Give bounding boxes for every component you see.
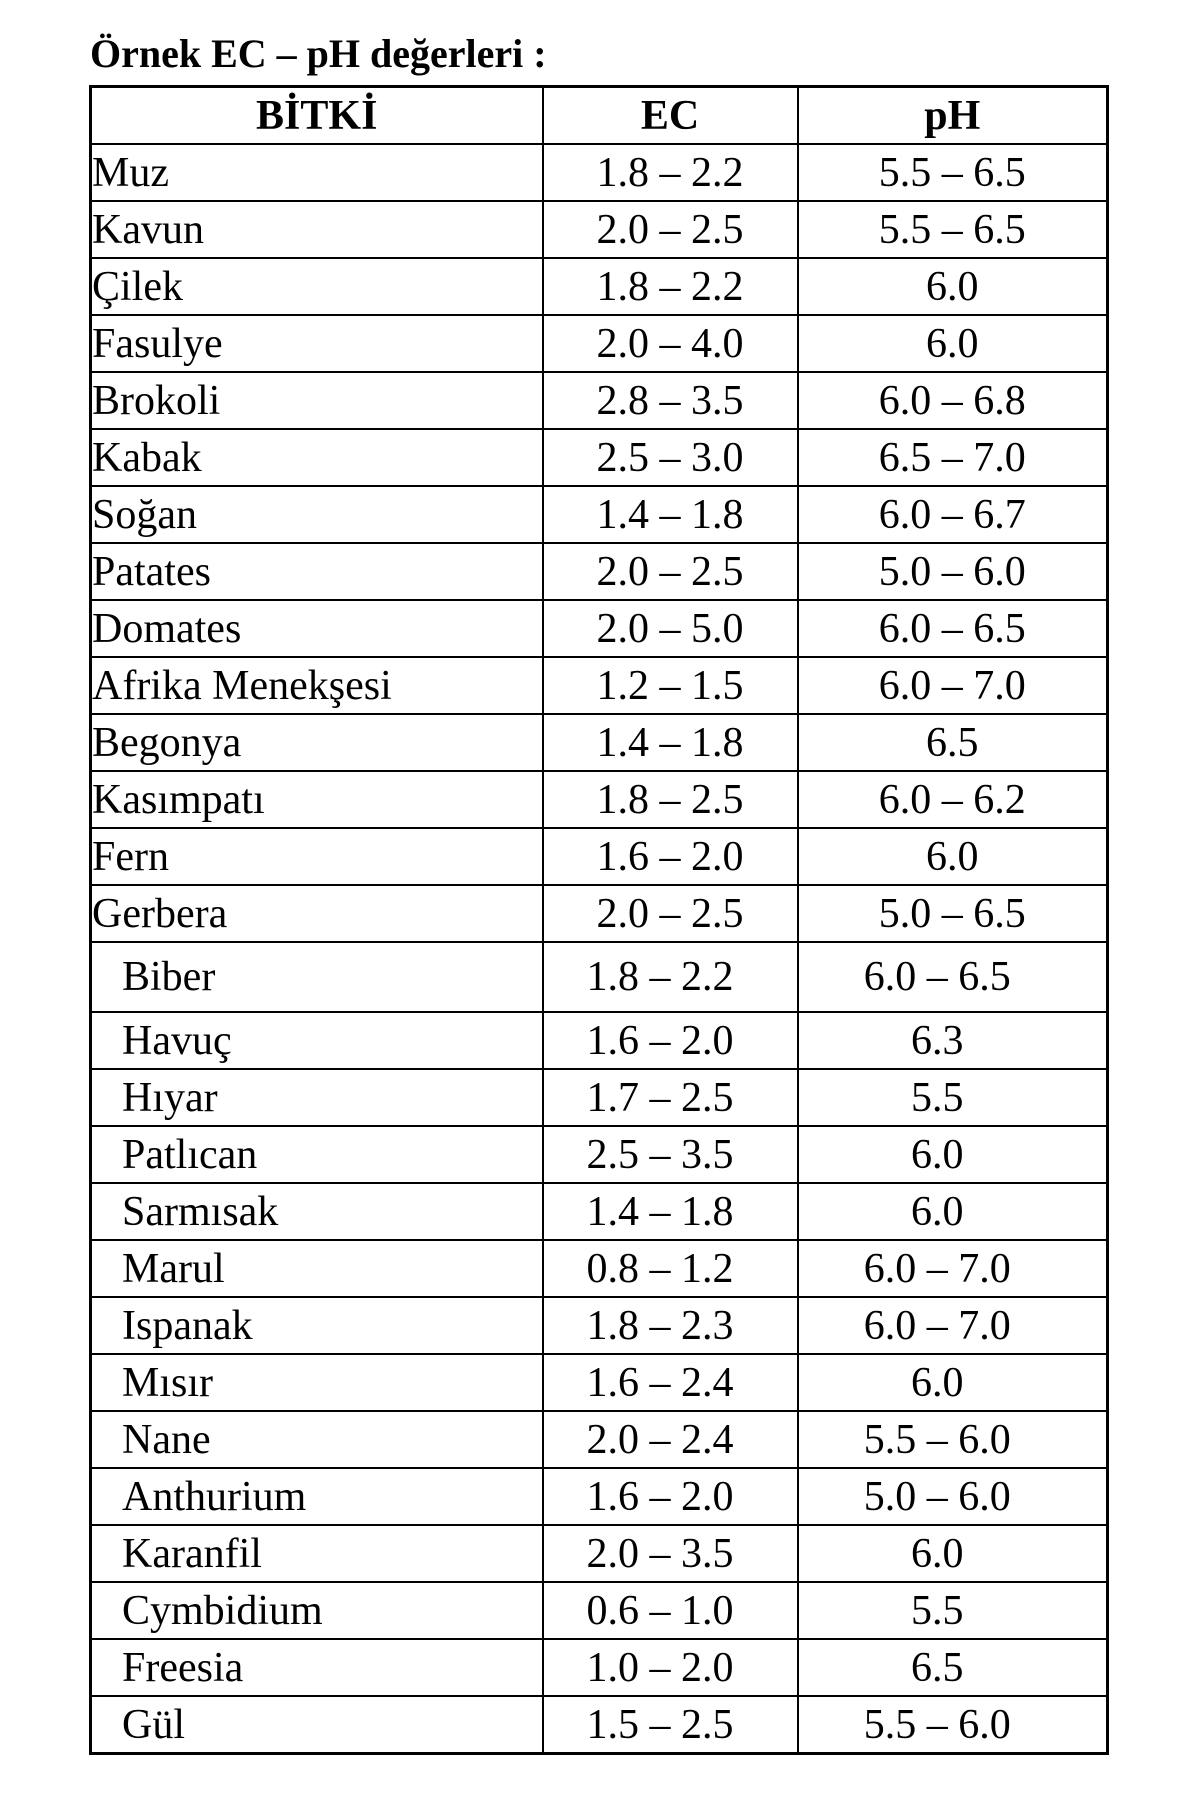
ec-ph-table — [89, 85, 1109, 1755]
ec-value-cell: 1.8 – 2.2 — [543, 942, 798, 1012]
ph-value-cell: 6.0 – 6.2 — [798, 771, 1108, 828]
plant-name-cell: Freesia — [91, 1639, 543, 1696]
ph-value-cell: 5.5 – 6.5 — [798, 201, 1108, 258]
ec-value-cell: 2.0 – 5.0 — [543, 600, 798, 657]
table-row — [91, 1297, 1108, 1354]
ec-value-cell: 1.6 – 2.0 — [543, 828, 798, 885]
plant-name-cell: Soğan — [91, 486, 543, 543]
plant-name-cell: Cymbidium — [91, 1582, 543, 1639]
ph-value-cell: 5.5 — [798, 1582, 1108, 1639]
ph-value-cell: 6.0 — [798, 828, 1108, 885]
table-row — [91, 714, 1108, 771]
table-row — [91, 258, 1108, 315]
ph-value-cell: 6.0 — [798, 315, 1108, 372]
ph-value-cell: 6.0 — [798, 1183, 1108, 1240]
table-body-second-group — [91, 942, 1108, 1754]
ph-value-cell: 6.0 – 6.5 — [798, 942, 1108, 1012]
ec-value-cell: 2.5 – 3.5 — [543, 1126, 798, 1183]
ec-value-cell: 2.0 – 2.5 — [543, 543, 798, 600]
ec-value-cell: 1.0 – 2.0 — [543, 1639, 798, 1696]
ec-value-cell: 1.6 – 2.4 — [543, 1354, 798, 1411]
plant-name-cell: Biber — [91, 942, 543, 1012]
ph-value-cell: 6.5 — [798, 714, 1108, 771]
plant-name-cell: Karanfil — [91, 1525, 543, 1582]
ec-value-cell: 1.8 – 2.5 — [543, 771, 798, 828]
ec-value-cell: 2.0 – 2.5 — [543, 885, 798, 942]
plant-name-cell: Çilek — [91, 258, 543, 315]
table-row — [91, 1012, 1108, 1069]
table-row — [91, 1582, 1108, 1639]
plant-name-cell: Fasulye — [91, 315, 543, 372]
table-row — [91, 315, 1108, 372]
ph-value-cell: 5.5 – 6.5 — [798, 144, 1108, 201]
ec-value-cell: 1.4 – 1.8 — [543, 1183, 798, 1240]
ph-value-cell: 6.0 — [798, 1126, 1108, 1183]
plant-name-cell: Kavun — [91, 201, 543, 258]
ph-value-cell: 5.0 – 6.0 — [798, 1468, 1108, 1525]
plant-name-cell: Kasımpatı — [91, 771, 543, 828]
table-row — [91, 1354, 1108, 1411]
ec-value-cell: 2.8 – 3.5 — [543, 372, 798, 429]
ph-value-cell: 6.0 — [798, 258, 1108, 315]
ph-value-cell: 6.0 – 7.0 — [798, 657, 1108, 714]
plant-name-cell: Hıyar — [91, 1069, 543, 1126]
column-header-ph: pH — [798, 87, 1108, 145]
table-row — [91, 771, 1108, 828]
ph-value-cell: 6.0 – 6.8 — [798, 372, 1108, 429]
ec-value-cell: 0.6 – 1.0 — [543, 1582, 798, 1639]
plant-name-cell: Patates — [91, 543, 543, 600]
plant-name-cell: Gerbera — [91, 885, 543, 942]
plant-name-cell: Afrika Menekşesi — [91, 657, 543, 714]
ph-value-cell: 6.0 — [798, 1354, 1108, 1411]
table-row — [91, 657, 1108, 714]
table-row — [91, 1240, 1108, 1297]
ec-value-cell: 1.6 – 2.0 — [543, 1468, 798, 1525]
ph-value-cell: 6.5 — [798, 1639, 1108, 1696]
plant-name-cell: Sarmısak — [91, 1183, 543, 1240]
table-row — [91, 1696, 1108, 1754]
ec-value-cell: 2.0 – 2.5 — [543, 201, 798, 258]
ph-value-cell: 6.5 – 7.0 — [798, 429, 1108, 486]
plant-name-cell: Kabak — [91, 429, 543, 486]
table-row — [91, 144, 1108, 201]
ph-value-cell: 5.5 — [798, 1069, 1108, 1126]
column-header-plant: BİTKİ — [91, 87, 543, 145]
table-row — [91, 1183, 1108, 1240]
plant-name-cell: Marul — [91, 1240, 543, 1297]
column-header-ec: EC — [543, 87, 798, 145]
ec-value-cell: 1.2 – 1.5 — [543, 657, 798, 714]
plant-name-cell: Brokoli — [91, 372, 543, 429]
ph-value-cell: 5.0 – 6.0 — [798, 543, 1108, 600]
ec-value-cell: 1.8 – 2.3 — [543, 1297, 798, 1354]
table-row — [91, 429, 1108, 486]
ec-value-cell: 1.4 – 1.8 — [543, 486, 798, 543]
table-row — [91, 372, 1108, 429]
plant-name-cell: Havuç — [91, 1012, 543, 1069]
plant-name-cell: Ispanak — [91, 1297, 543, 1354]
table-row — [91, 201, 1108, 258]
ph-value-cell: 6.0 — [798, 1525, 1108, 1582]
ec-value-cell: 2.0 – 4.0 — [543, 315, 798, 372]
table-header — [91, 87, 1108, 145]
plant-name-cell: Gül — [91, 1696, 543, 1754]
table-row — [91, 1525, 1108, 1582]
plant-name-cell: Anthurium — [91, 1468, 543, 1525]
ph-value-cell: 6.0 – 7.0 — [798, 1240, 1108, 1297]
table-row — [91, 600, 1108, 657]
table-row — [91, 1468, 1108, 1525]
table-row — [91, 486, 1108, 543]
page-title: Örnek EC – pH değerleri : — [90, 31, 547, 76]
ec-value-cell: 1.8 – 2.2 — [543, 258, 798, 315]
ph-value-cell: 6.0 – 6.7 — [798, 486, 1108, 543]
ec-value-cell: 1.7 – 2.5 — [543, 1069, 798, 1126]
ec-value-cell: 1.6 – 2.0 — [543, 1012, 798, 1069]
plant-name-cell: Domates — [91, 600, 543, 657]
plant-name-cell: Fern — [91, 828, 543, 885]
table-row — [91, 1069, 1108, 1126]
table-row — [91, 1639, 1108, 1696]
ec-value-cell: 0.8 – 1.2 — [543, 1240, 798, 1297]
ph-value-cell: 6.3 — [798, 1012, 1108, 1069]
table-row — [91, 1411, 1108, 1468]
table-body-first-group — [91, 144, 1108, 942]
ec-value-cell: 2.0 – 2.4 — [543, 1411, 798, 1468]
plant-name-cell: Begonya — [91, 714, 543, 771]
header-row — [91, 87, 1108, 145]
table-row — [91, 942, 1108, 1012]
plant-name-cell: Patlıcan — [91, 1126, 543, 1183]
ph-value-cell: 6.0 – 7.0 — [798, 1297, 1108, 1354]
table-row — [91, 828, 1108, 885]
ec-value-cell: 2.0 – 3.5 — [543, 1525, 798, 1582]
ec-value-cell: 1.4 – 1.8 — [543, 714, 798, 771]
ec-value-cell: 1.8 – 2.2 — [543, 144, 798, 201]
table-row — [91, 543, 1108, 600]
ph-value-cell: 5.5 – 6.0 — [798, 1411, 1108, 1468]
ec-value-cell: 1.5 – 2.5 — [543, 1696, 798, 1754]
ec-value-cell: 2.5 – 3.0 — [543, 429, 798, 486]
table-row — [91, 885, 1108, 942]
table-row — [91, 1126, 1108, 1183]
ph-value-cell: 5.0 – 6.5 — [798, 885, 1108, 942]
plant-name-cell: Nane — [91, 1411, 543, 1468]
ph-value-cell: 6.0 – 6.5 — [798, 600, 1108, 657]
ph-value-cell: 5.5 – 6.0 — [798, 1696, 1108, 1754]
plant-name-cell: Muz — [91, 144, 543, 201]
plant-name-cell: Mısır — [91, 1354, 543, 1411]
